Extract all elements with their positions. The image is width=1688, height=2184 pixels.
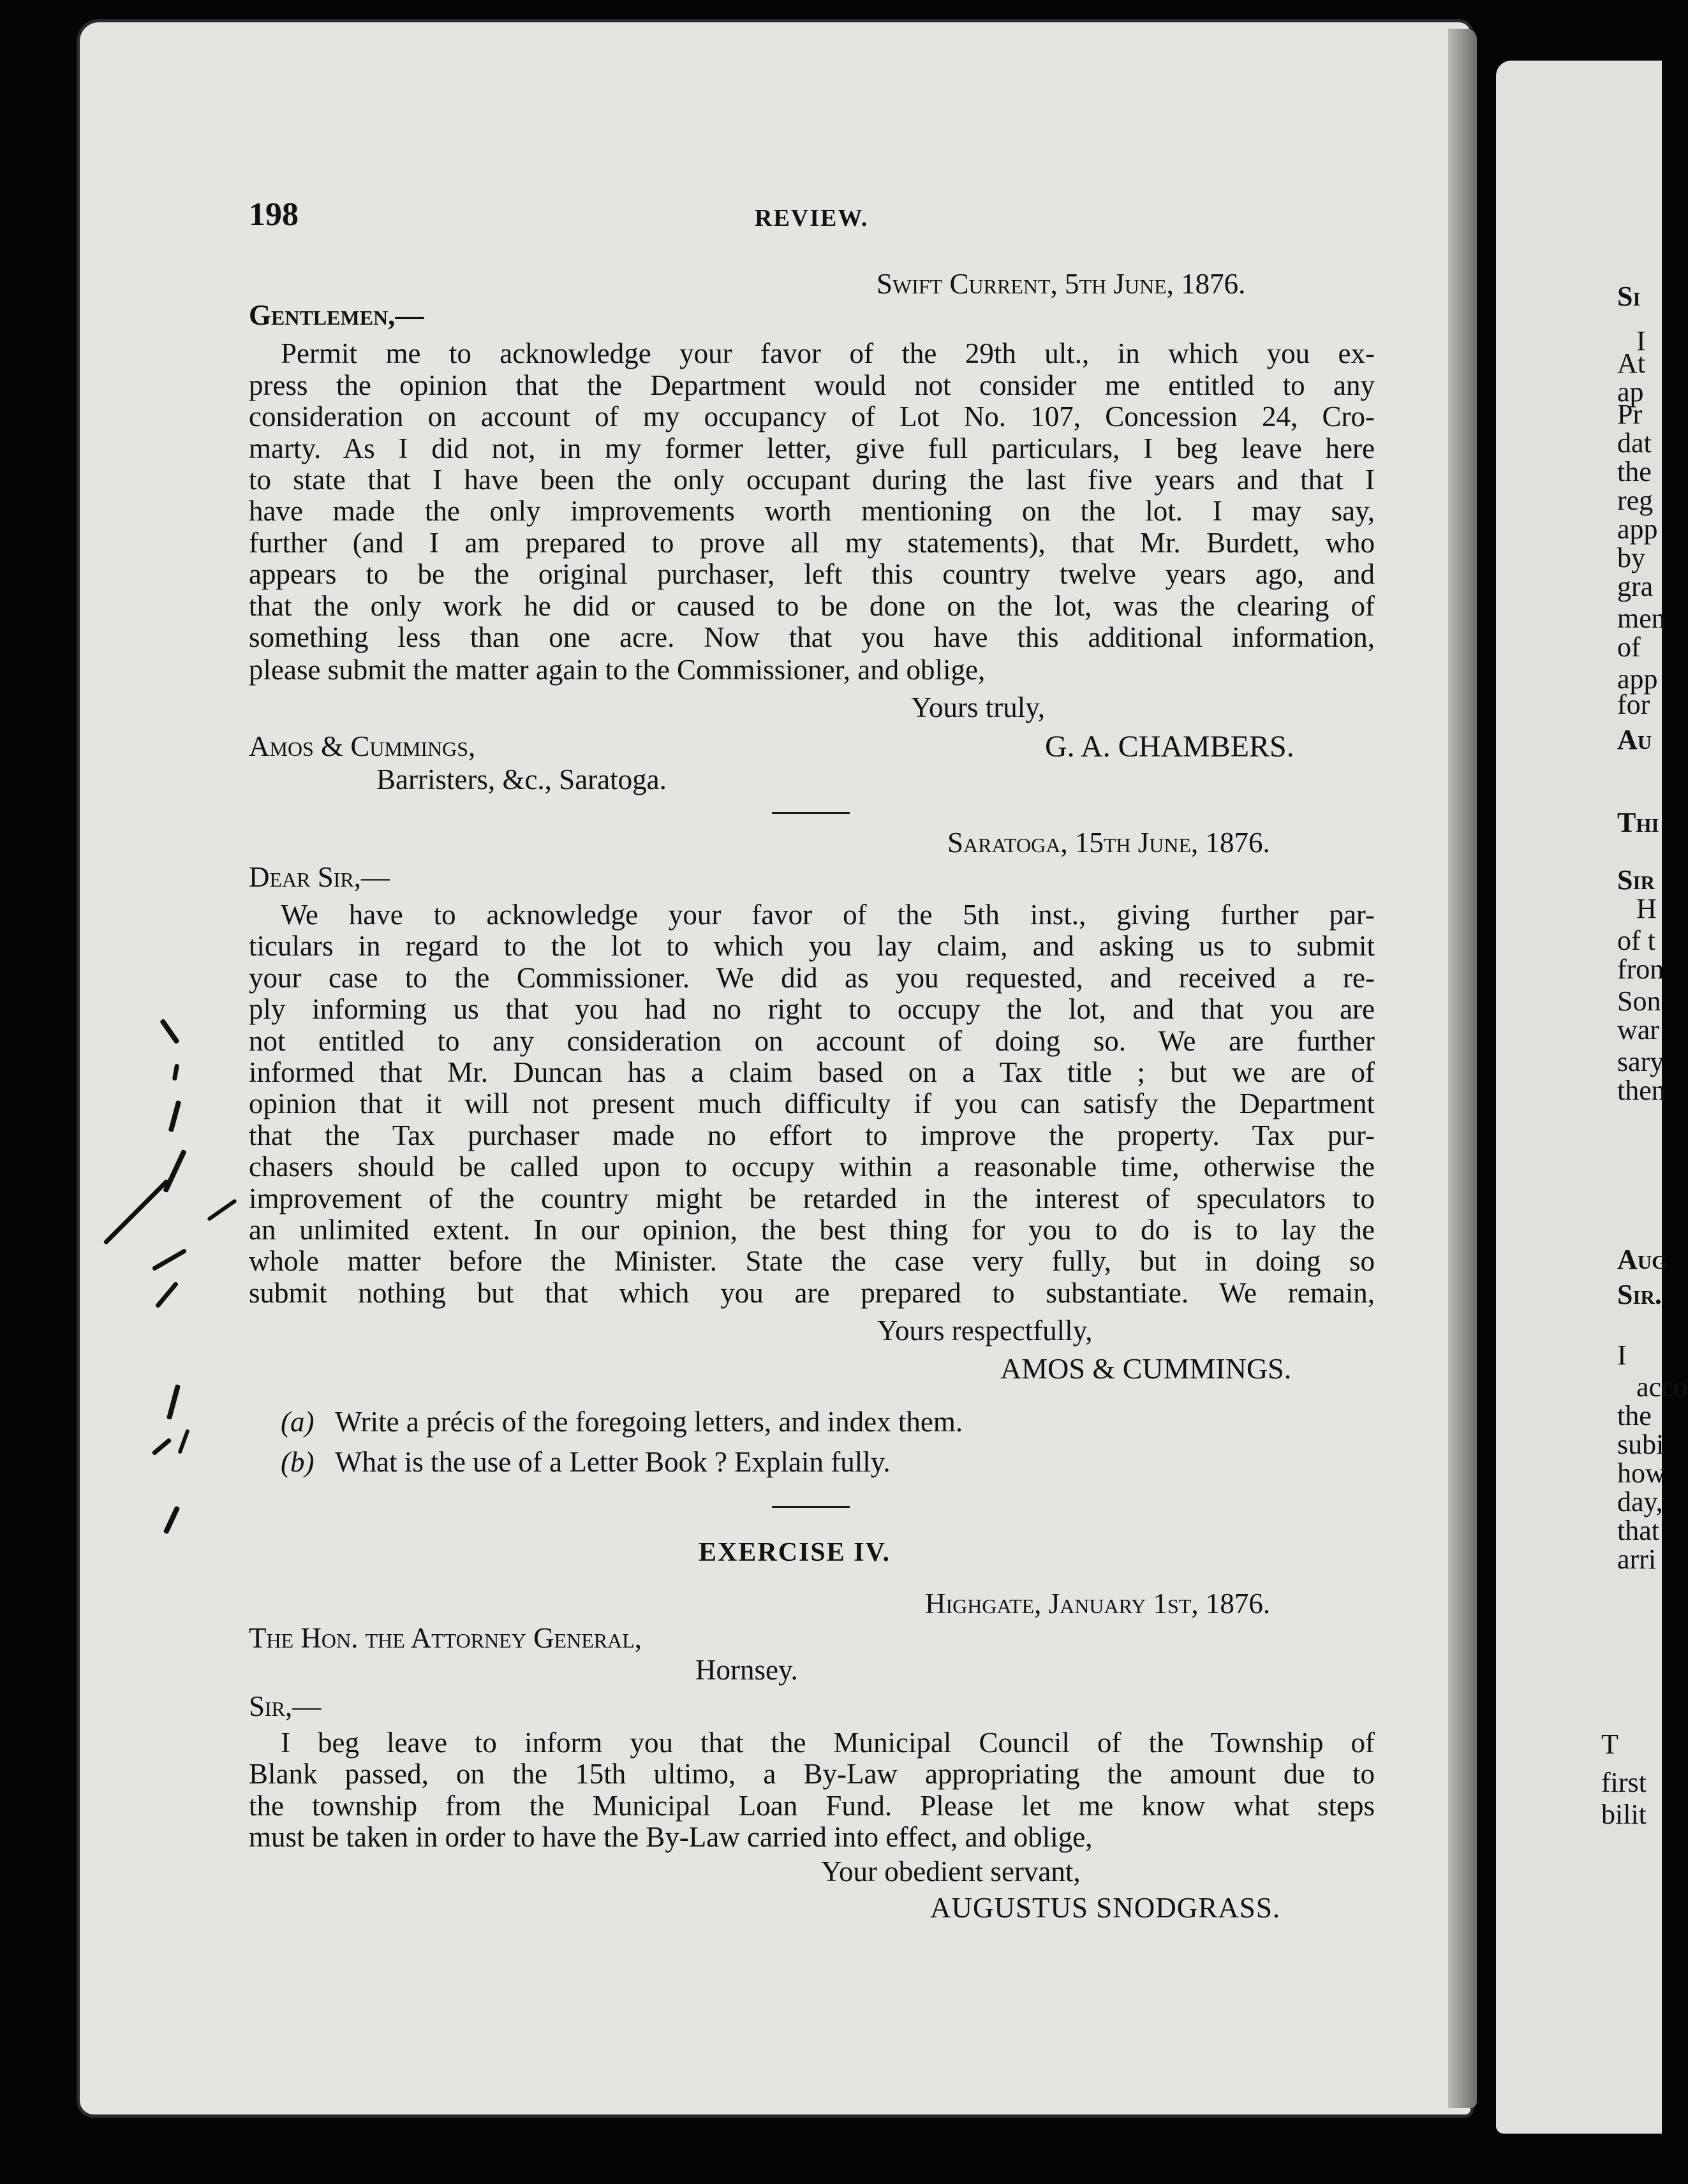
adjacent-page-fragment: app	[1617, 513, 1658, 545]
letter1-line: further (and I am prepared to prove all my statements), that Mr. Burdett, who	[249, 527, 1375, 559]
question-text: What is the use of a Letter Book ? Explain fully.	[335, 1446, 891, 1478]
letter2-line: improvement of the country might be retarded in the interest of speculators to	[249, 1183, 1375, 1214]
adjacent-page-fragment: the	[1617, 456, 1652, 487]
adjacent-page-fragment: Pr	[1617, 399, 1643, 430]
letter2-line: chasers should be called upon to occupy within a reasonable time, otherwise the	[249, 1151, 1375, 1183]
letter1-line: something less than one acre. Now that you have this additional information,	[249, 621, 1375, 653]
adjacent-page-fragment: subi	[1617, 1429, 1664, 1460]
adjacent-page-fragment: I	[1617, 1339, 1627, 1371]
section-divider	[772, 1506, 850, 1508]
letter1-line: consideration on account of my occupancy of Lot No. 107, Concession 24, Cro-	[249, 401, 1375, 432]
letter1-signature: G. A. CHAMBERS.	[1045, 730, 1294, 764]
adjacent-page-fragment: Si	[1617, 281, 1641, 312]
adjacent-page-fragment: dat	[1617, 427, 1652, 459]
adjacent-page-fragment: H	[1636, 893, 1657, 924]
letter1-line: appears to be the original purchaser, left this country twelve years ago, and	[249, 558, 1375, 590]
exercise-closing: Your obedient servant,	[821, 1856, 1081, 1887]
adjacent-page-fragment: Aug	[1617, 1244, 1668, 1275]
letter1-line: to state that I have been the only occupant during the last five years and that I	[249, 464, 1375, 496]
letter1-line: press the opinion that the Department would not consider me entitled to any	[249, 369, 1375, 401]
letter2-place-date: Saratoga, 15th June, 1876.	[947, 827, 1270, 859]
adjacent-page-fragment: Thi	[1617, 807, 1659, 838]
letter2-line: We have to acknowledge your favor of the 5th inst., giving further par-	[281, 899, 1375, 931]
adjacent-page-fragment: by	[1617, 542, 1645, 573]
adjacent-page-fragment: how	[1617, 1457, 1666, 1489]
adjacent-page-fragment: Sir	[1617, 864, 1655, 896]
adjacent-page-fragment: acco	[1636, 1371, 1688, 1403]
adjacent-page-fragment: ap	[1617, 376, 1644, 408]
section-divider	[772, 812, 850, 814]
exercise-salutation: Sir,—	[249, 1690, 322, 1722]
adjacent-page-fragment: that	[1617, 1515, 1659, 1546]
adjacent-page-fragment: Au	[1617, 724, 1652, 755]
page-edge-shadow	[1448, 29, 1477, 2108]
question-label: (b)	[281, 1446, 315, 1478]
letter2-line: whole matter before the Minister. State the case very fully, but in doing so	[249, 1245, 1375, 1277]
letter1-addressee-detail: Barristers, &c., Saratoga.	[376, 764, 667, 795]
exercise-line: the township from the Municipal Loan Fund. Please let me know what steps	[249, 1790, 1375, 1822]
letter1-place-date: Swift Current, 5th June, 1876.	[877, 268, 1246, 300]
exercise-line: must be taken in order to have the By-Law carried into effect, and oblige,	[249, 1821, 1093, 1853]
letter1-line: have made the only improvements worth mentioning on the lot. I may say,	[249, 495, 1375, 527]
adjacent-page-fragment: arri	[1617, 1544, 1657, 1575]
adjacent-page-fragment: Sir.	[1617, 1279, 1662, 1310]
adjacent-page-fragment: for	[1617, 689, 1650, 720]
adjacent-page-fragment: app	[1617, 663, 1658, 695]
adjacent-page-fragment: fron	[1617, 954, 1664, 985]
exercise-line: Blank passed, on the 15th ultimo, a By-Law appropriating the amount due to	[249, 1758, 1375, 1790]
exercise-line: I beg leave to inform you that the Municipal Council of the Township of	[281, 1727, 1375, 1759]
letter2-line: not entitled to any consideration on account of doing so. We are further	[249, 1025, 1375, 1057]
letter1-line: Permit me to acknowledge your favor of the 29th ult., in which you ex-	[281, 337, 1375, 369]
adjacent-page-fragment: the	[1617, 1400, 1652, 1431]
adjacent-page-fragment: of t	[1617, 925, 1655, 956]
adjacent-page-fragment: men	[1617, 603, 1666, 634]
adjacent-page-fragment: I	[1636, 325, 1646, 357]
adjacent-page-fragment: reg	[1617, 485, 1654, 516]
letter2-line: ticulars in regard to the lot to which you lay claim, and asking us to submit	[249, 930, 1375, 962]
exercise-addressee-place: Hornsey.	[695, 1654, 798, 1686]
letter1-closing: Yours truly,	[911, 691, 1046, 723]
page-number: 198	[249, 196, 299, 233]
adjacent-page-fragment: sary	[1617, 1046, 1664, 1077]
adjacent-page-fragment: Son	[1617, 985, 1661, 1017]
adjacent-page-fragment: bilit	[1601, 1799, 1647, 1830]
adjacent-page-fragment: war	[1617, 1014, 1659, 1045]
exercise-signature: AUGUSTUS SNODGRASS.	[930, 1892, 1281, 1924]
exercise-place-date: Highgate, January 1st, 1876.	[925, 1588, 1271, 1620]
adjacent-page-fragment: gra	[1617, 571, 1654, 602]
question-text: Write a précis of the foregoing letters, and index them.	[335, 1406, 963, 1438]
letter2-closing: Yours respectfully,	[877, 1315, 1093, 1347]
letter2-salutation: Dear Sir,—	[249, 861, 390, 893]
exercise-addressee: The Hon. the Attorney General,	[249, 1622, 642, 1654]
letter1-line: please submit the matter again to the Commissioner, and oblige,	[249, 654, 986, 686]
letter2-line: an unlimited extent. In our opinion, the best thing for you to do is to lay the	[249, 1214, 1375, 1246]
letter1-line: marty. As I did not, in my former letter, give full particulars, I beg leave here	[249, 432, 1375, 464]
letter1-addressee: Amos & Cummings,	[249, 730, 476, 762]
adjacent-page-fragment: of	[1617, 631, 1641, 663]
letter2-line: that the Tax purchaser made no effort to improve the property. Tax pur-	[249, 1119, 1375, 1151]
adjacent-page-fragment: first	[1601, 1767, 1647, 1798]
adjacent-page-fragment: then	[1617, 1075, 1666, 1106]
letter2-line: submit nothing but that which you are prepared to substantiate. We remain,	[249, 1277, 1375, 1309]
adjacent-page-fragment: T	[1601, 1729, 1618, 1760]
letter1-salutation: Gentlemen,—	[249, 299, 424, 331]
letter2-line: opinion that it will not present much difficulty if you can satisfy the Department	[249, 1088, 1375, 1119]
question-label: (a)	[281, 1406, 315, 1438]
letter2-line: informed that Mr. Duncan has a claim based on a Tax title ; but we are of	[249, 1056, 1375, 1088]
exercise-heading: EXERCISE IV.	[699, 1538, 891, 1567]
adjacent-page-fragment: day,	[1617, 1486, 1663, 1517]
letter1-line: that the only work he did or caused to be done on the lot, was the clearing of	[249, 590, 1375, 622]
letter2-signature: AMOS & CUMMINGS.	[1000, 1352, 1292, 1385]
running-title: REVIEW.	[755, 205, 869, 232]
letter2-line: ply informing us that you had no right to occupy the lot, and that you are	[249, 993, 1375, 1025]
letter2-line: your case to the Commissioner. We did as you requested, and received a re-	[249, 962, 1375, 994]
adjacent-page-fragment: At	[1617, 348, 1645, 379]
